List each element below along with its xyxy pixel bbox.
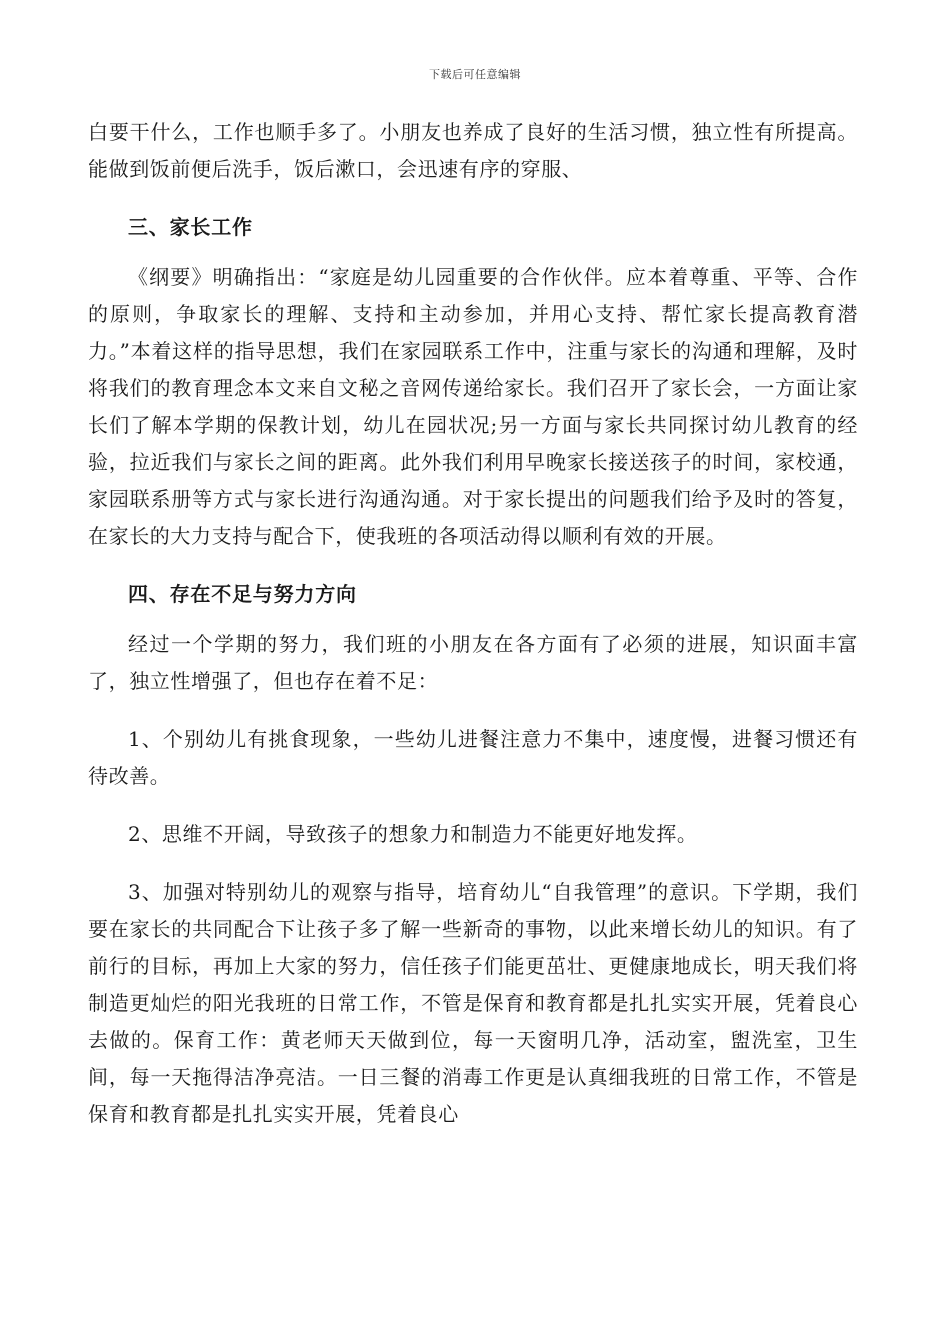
list-item-1: 1、个别幼儿有挑食现象，一些幼儿进餐注意力不集中，速度慢，进餐习惯还有待改善。 bbox=[88, 727, 858, 788]
section-heading-parent-work: 三、家长工作 bbox=[128, 215, 253, 239]
document-body bbox=[88, 114, 858, 1133]
page-header-note: 下载后可任意编辑 bbox=[429, 68, 521, 81]
paragraph-parent-work: 《纲要》明确指出：“家庭是幼儿园重要的合作伙伴。应本着尊重、平等、合作的原则，争取家长的理解、支持和主动参加，并用心支持、帮忙家长提高教育潜力。”本着这样的指导思想，我们在家园联系工作中，注重与家长的沟通和理解，及时将我们的教育理念本文来自文秘之音网传递给家长。我们召开了家长会，一方面让家长们了解本学期的保教计划，幼儿在园状况;另一方面与家长共同探讨幼儿教育的经验，拉近我们与家长之间的距离。此外我们利用早晚家长接送孩子的时间，家校通，家园联系册等方式与家长进行沟通沟通。对于家长提出的问题我们给予及时的答复，在家长的大力支持与配合下，使我班的各项活动得以顺利有效的开展。 bbox=[88, 265, 858, 548]
list-item-2: 2、思维不开阔，导致孩子的想象力和制造力不能更好地发挥。 bbox=[128, 822, 698, 846]
paragraph-shortcomings-intro: 经过一个学期的努力，我们班的小朋友在各方面有了必须的进展，知识面丰富了，独立性增强了，但也存在着不足： bbox=[88, 632, 858, 693]
section-heading-shortcomings: 四、存在不足与努力方向 bbox=[128, 582, 357, 606]
paragraph-continued: 白要干什么，工作也顺手多了。小朋友也养成了良好的生活习惯，独立性有所提高。能做到饭前便后洗手，饭后漱口，会迅速有序的穿服、 bbox=[88, 120, 858, 181]
list-item-3: 3、加强对特别幼儿的观察与指导，培育幼儿“自我管理”的意识。下学期，我们要在家长的共同配合下让孩子多了解一些新奇的事物，以此来增长幼儿的知识。有了前行的目标，再加上大家的努力，信任孩子们能更茁壮、更健康地成长，明天我们将制造更灿烂的阳光我班的日常工作，不管是保育和教育都是扎扎实实开展，凭着良心去做的。保育工作：黄老师天天做到位，每一天窗明几净，活动室，盥洗室，卫生间，每一天拖得洁净亮洁。一日三餐的消毒工作更是认真细我班的日常工作，不管是保育和教育都是扎扎实实开展，凭着良心 bbox=[88, 880, 858, 1126]
